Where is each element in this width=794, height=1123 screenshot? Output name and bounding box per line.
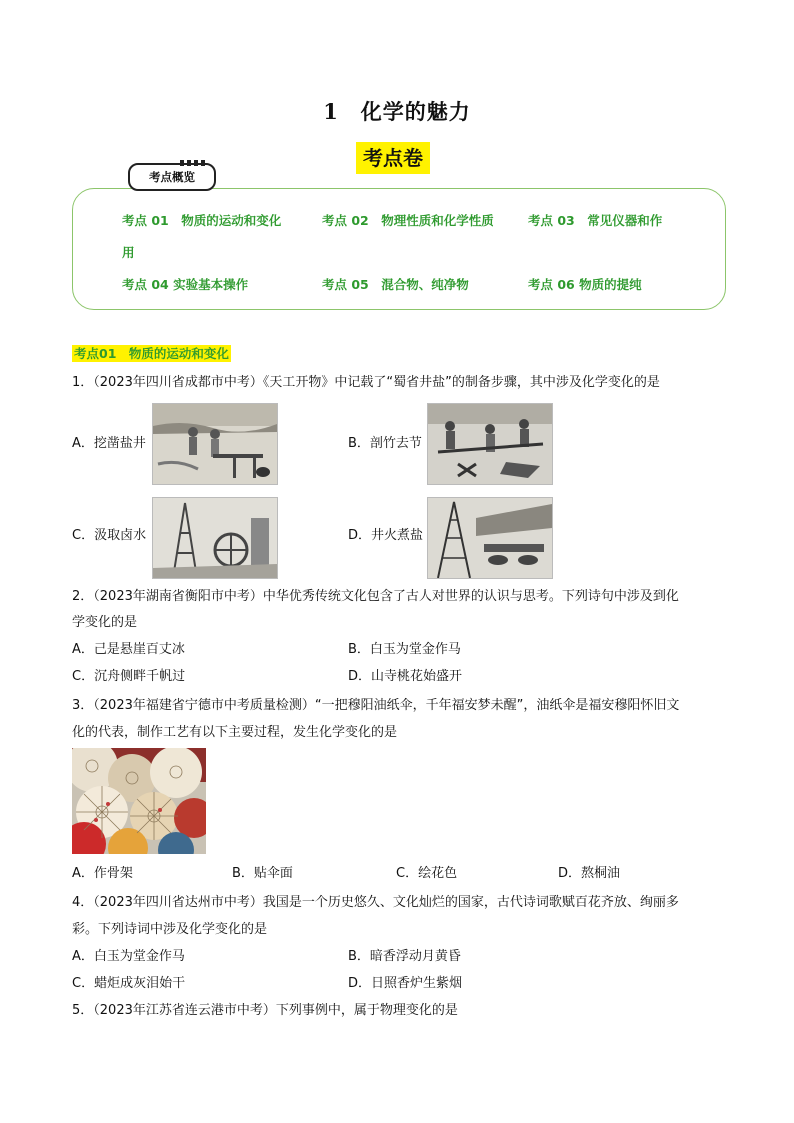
question-5-stem: 5．（2023年江苏省连云港市中考）下列事例中，属于物理变化的是 (72, 1003, 458, 1018)
question-1-option-c: C．汲取卤水 (72, 528, 147, 543)
bamboo-splitting-image (427, 403, 553, 485)
overview-item-03-cont: 用 (122, 245, 135, 260)
question-3-option-d: D．熬桐油 (558, 866, 621, 881)
question-2-option-a: A．己是悬崖百丈冰 (72, 642, 185, 657)
question-4-stem-line-2: 彩。下列诗词中涉及化学变化的是 (72, 922, 268, 937)
question-4-option-b: B．暗香浮动月黄昏 (348, 949, 461, 964)
question-4-option-a: A．白玉为堂金作马 (72, 949, 185, 964)
question-3-option-b: B．贴伞面 (232, 866, 293, 881)
overview-item-01: 考点 01 物质的运动和变化 (122, 213, 282, 228)
overview-item-06: 考点 06 物质的提纯 (528, 277, 642, 292)
question-3-stem-line-2: 化的代表，制作工艺有以下主要过程，发生化学变化的是 (72, 725, 398, 740)
question-1-option-d: D．井火煮盐 (348, 528, 424, 543)
overview-item-05: 考点 05 混合物、纯净物 (322, 277, 469, 292)
question-3-stem-line-1: 3．（2023年福建省宁德市中考质量检测）“一把穆阳油纸伞，千年福安梦未醒”，油纸伞是福安穆阳怀旧文 (72, 698, 680, 713)
question-4-option-d: D．日照香炉生紫烟 (348, 976, 463, 991)
overview-tag: 考点概览 (128, 163, 216, 191)
question-3-option-c: C．绘花色 (396, 866, 458, 881)
question-1-option-a: A．挖凿盐井 (72, 436, 146, 451)
overview-item-02: 考点 02 物理性质和化学性质 (322, 213, 494, 228)
salt-well-digging-image (152, 403, 278, 485)
question-2-option-b: B．白玉为堂金作马 (348, 642, 461, 657)
tag-decoration-icon (180, 158, 210, 168)
oil-paper-umbrella-image (72, 748, 206, 854)
salt-boiling-image (427, 497, 553, 579)
overview-item-03: 考点 03 常见仪器和作 (528, 213, 663, 228)
question-2-stem-line-1: 2．（2023年湖南省衡阳市中考）中华优秀传统文化包含了古人对世界的认识与思考。下列诗句中涉及到化 (72, 589, 679, 604)
page-title: 1 化学的魅力 (323, 99, 471, 124)
question-4-stem-line-1: 4．（2023年四川省达州市中考）我国是一个历史悠久、文化灿烂的国家，古代诗词歌赋百花齐放、绚丽多 (72, 895, 679, 910)
question-1-option-b: B．剖竹去节 (348, 436, 422, 451)
question-2-option-d: D．山寺桃花始盛开 (348, 669, 463, 684)
question-2-option-c: C．沉舟侧畔千帆过 (72, 669, 186, 684)
page-subtitle: 考点卷 (356, 142, 430, 174)
question-2-stem-line-2: 学变化的是 (72, 615, 138, 630)
overview-item-04: 考点 04 实验基本操作 (122, 277, 249, 292)
question-3-option-a: A．作骨架 (72, 866, 133, 881)
question-1-stem: 1．（2023年四川省成都市中考）《天工开物》中记载了“蜀省井盐”的制备步骤，其中涉及化学变化的是 (72, 375, 660, 390)
question-4-option-c: C．蜡炬成灰泪始干 (72, 976, 186, 991)
section-heading: 考点01 物质的运动和变化 (74, 346, 229, 361)
brine-drawing-image (152, 497, 278, 579)
